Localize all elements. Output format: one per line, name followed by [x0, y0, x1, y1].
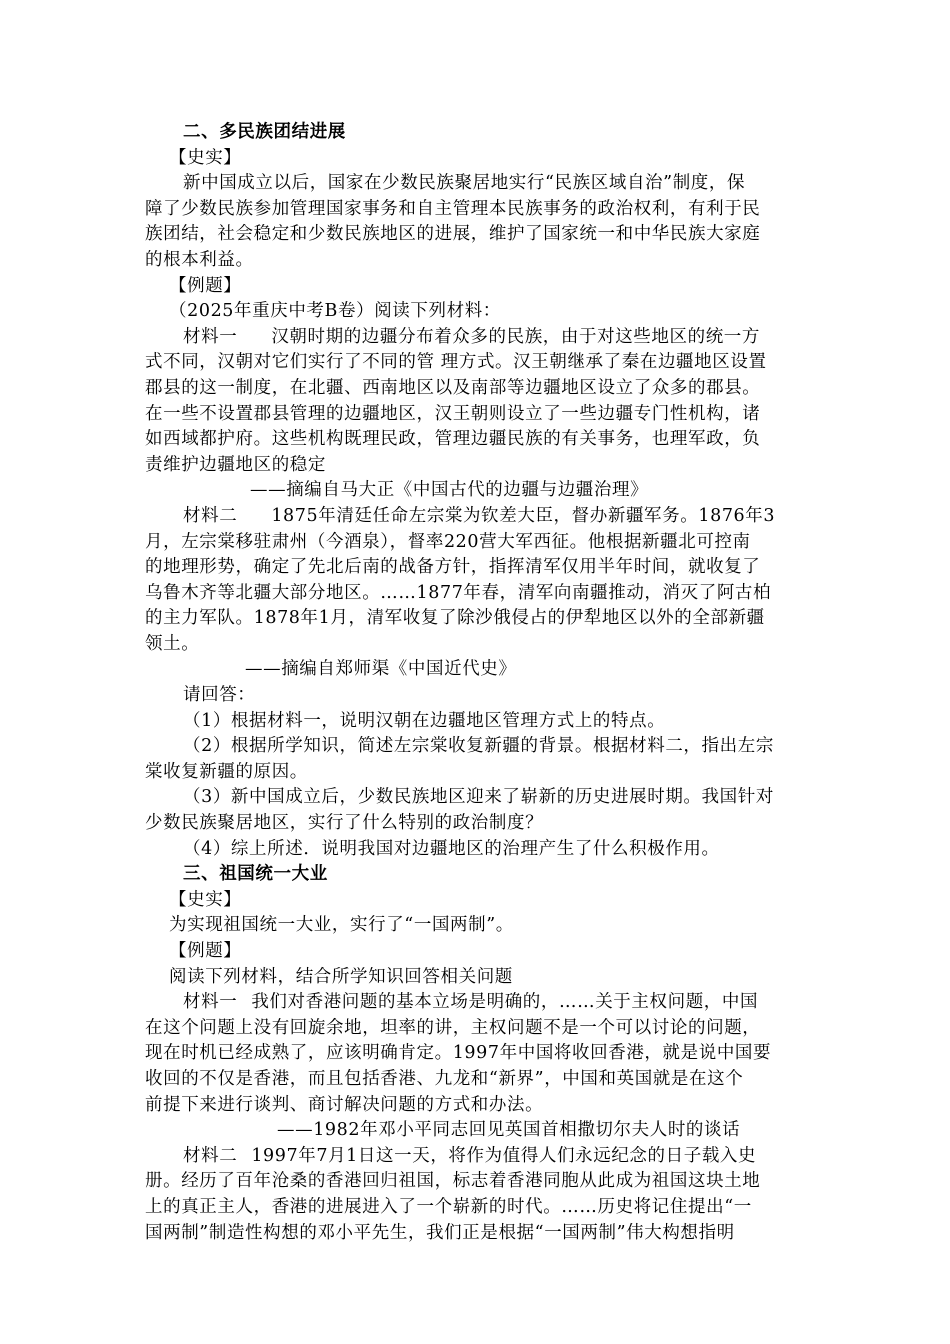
material-label: 材料一: [183, 326, 238, 347]
material-source: ——摘编自马大正《中国古代的边疆与边疆治理》: [250, 480, 649, 501]
question-2-continued: 棠收复新疆的原因。: [145, 761, 308, 782]
material-source: ——1982年邓小平同志回见英国首相撒切尔夫人时的谈话: [277, 1120, 741, 1141]
example-tag: 【例题】: [169, 275, 242, 296]
material-paragraph-line: [145, 325, 805, 351]
question-2: （2）根据所学知识，简述左宗棠收复新疆的背景。根据材料二，指出左宗: [183, 736, 774, 757]
fact-paragraph-line: 族团结，社会稳定和少数民族地区的进展，维护了国家统一和中华民族大家庭: [145, 224, 761, 245]
material-text: 1875年清廷任命左宗棠为钦差大臣，督办新疆军务。1876年3: [271, 505, 776, 526]
material-paragraph-line: 如西域都护府。这些机构既理民政，管理边疆民族的有关事务，也理军政，负: [145, 429, 761, 450]
material-paragraph-line: 郡县的这一制度，在北疆、西南地区以及南部等边疆地区设立了众多的郡县。: [145, 377, 761, 398]
question-intro: （2025年重庆中考B卷）阅读下列材料：: [169, 301, 501, 322]
example-tag: 【例题】: [169, 941, 242, 961]
question-intro: 阅读下列材料，结合所学知识回答相关问题: [169, 966, 513, 987]
material-paragraph-line: 前提下来进行谈判、商讨解决问题的方式和办法。: [145, 1094, 544, 1115]
answer-prompt: 请回答：: [183, 685, 256, 706]
material-paragraph-line: 的地理形势，确定了先北后南的战备方针，指挥清军仅用半年时间，就收复了: [145, 557, 761, 578]
material-paragraph-line: 国两制”制造性构想的邓小平先生，我们正是根据“一国两制”伟大构想指明: [145, 1222, 735, 1243]
fact-tag: 【史实】: [169, 147, 242, 168]
fact-paragraph-line: 的根本利益。: [145, 249, 254, 270]
material-paragraph-line: 月，左宗棠移驻肃州（今酒泉），督率220营大军西征。他根据新疆北可控南: [145, 531, 751, 552]
material-paragraph-line: 现在时机已经成熟了，应该明确肯定。1997年中国将收回香港，就是说中国要: [145, 1043, 772, 1064]
fact-paragraph-line: 新中国成立以后，国家在少数民族聚居地实行“民族区域自治”制度，保: [183, 173, 746, 194]
material-paragraph-line: [145, 504, 805, 530]
question-3: （3）新中国成立后，少数民族地区迎来了崭新的历史进展时期。我国针对: [183, 787, 774, 808]
material-paragraph-line: 上的真正主人，香港的进展进入了一个崭新的时代。……历史将记住提出“一: [145, 1196, 752, 1217]
material-label: 材料一: [183, 992, 238, 1013]
question-4: （4）综上所述．说明我国对边疆地区的治理产生了什么积极作用。: [183, 838, 720, 859]
material-paragraph-line: 的主力军队。1878年1月，清军收复了除沙俄侵占的伊犁地区以外的全部新疆: [145, 608, 765, 629]
material-text: 我们对香港问题的基本立场是明确的，……关于主权问题，中国: [251, 992, 759, 1013]
material-paragraph-line: 册。经历了百年沧桑的香港回归祖国，标志着香港同胞从此成为祖国这块土地: [145, 1171, 761, 1192]
material-paragraph-line: 责维护边疆地区的稳定: [145, 454, 326, 475]
material-paragraph-line: 式不同，汉朝对它们实行了不同的管 理方式。汉王朝继承了秦在边疆地区设置: [145, 352, 767, 373]
material-paragraph-line: [145, 1144, 805, 1170]
material-text: 汉朝时期的边疆分布着众多的民族，由于对这些地区的统一方: [271, 326, 761, 347]
material-paragraph-line: 在这个问题上没有回旋余地，坦率的讲，主权问题不是一个可以讨论的问题，: [145, 1017, 761, 1038]
fact-tag: 【史实】: [169, 889, 242, 910]
document-page: [145, 120, 805, 1246]
section-heading-ethnic-unity: 二、多民族团结进展: [183, 122, 346, 142]
fact-paragraph-line: 障了少数民族参加管理国家事务和自主管理本民族事务的政治权利，有利于民: [145, 198, 761, 219]
material-paragraph-line: 乌鲁木齐等北疆大部分地区。……1877年春，清军向南疆推动，消灭了阿古柏: [145, 582, 772, 603]
material-paragraph-line: 领土。: [145, 633, 200, 654]
question-3-continued: 少数民族聚居地区，实行了什么特别的政治制度？: [145, 813, 544, 834]
section-heading-reunification: 三、祖国统一大业: [183, 864, 328, 885]
fact-paragraph-line: 为实现祖国统一大业，实行了“一国两制”。: [169, 915, 514, 936]
material-label: 材料二: [183, 505, 238, 526]
material-paragraph-line: 在一些不设置郡县管理的边疆地区，汉王朝则设立了一些边疆专门性机构，诸: [145, 403, 761, 424]
material-label: 材料二: [183, 1145, 238, 1166]
material-paragraph-line: [145, 990, 805, 1016]
material-text: 1997年7月1日这一天，将作为值得人们永远纪念的日子载入史: [251, 1145, 757, 1166]
question-1: （1）根据材料一，说明汉朝在边疆地区管理方式上的特点。: [183, 710, 666, 731]
material-paragraph-line: 收回的不仅是香港，而且包括香港、九龙和“新界”，中国和英国就是在这个: [145, 1068, 744, 1089]
material-source: ——摘编自郑师渠《中国近代史》: [245, 659, 517, 680]
